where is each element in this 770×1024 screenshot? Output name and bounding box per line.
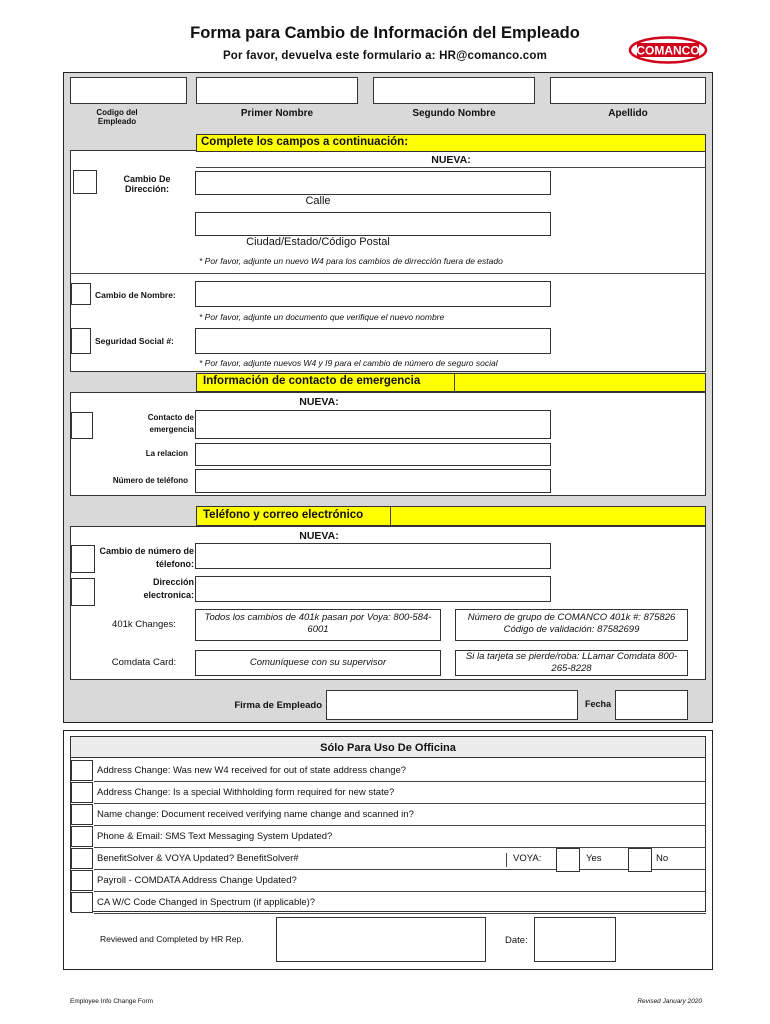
new-label: NUEVA: (299, 530, 339, 542)
divider (454, 373, 455, 392)
office-row-divider (94, 869, 706, 870)
new-label: NUEVA: (299, 396, 339, 408)
form-title: Forma para Cambio de Información del Empleado (190, 24, 580, 42)
date-input[interactable] (615, 690, 688, 720)
voya-yes-label: Yes (586, 853, 602, 864)
address-change-label: Cambio De Dirección: (123, 174, 171, 194)
office-row-label: Name change: Document received verifying name change and scanned in? (97, 809, 414, 820)
last-name-input[interactable] (550, 77, 706, 104)
emergency-banner: Información de contacto de emergencia (196, 373, 706, 392)
k401-info-box: Todos los cambios de 401k pasan por Voya: 800-584-6001 (195, 609, 441, 641)
voya-no-label: No (656, 853, 669, 864)
office-date-label: Date: (505, 935, 528, 946)
office-row-divider (94, 825, 706, 826)
city-state-zip-caption: Ciudad/Estado/Código Postal (246, 236, 390, 248)
street-input[interactable] (195, 171, 551, 195)
comanco-logo (628, 36, 708, 64)
city-state-zip-input[interactable] (195, 212, 551, 236)
new-phone-input[interactable] (195, 543, 551, 569)
name-note: * Por favor, adjunte un documento que verifique el nuevo nombre (199, 312, 445, 322)
office-row-divider (94, 891, 706, 892)
office-row-divider (94, 803, 706, 804)
signature-input[interactable] (326, 690, 578, 720)
employee-code-input[interactable] (70, 77, 187, 104)
voya-no-checkbox[interactable] (628, 848, 652, 872)
office-row-label: Address Change: Is a special Withholding form required for new state? (97, 787, 395, 798)
ssn-note: * Por favor, adjunte nuevos W4 y I9 para el cambio de número de seguro social (199, 358, 498, 368)
office-row-label: Phone & Email: SMS Text Messaging System Updated? (97, 831, 333, 842)
office-row-divider (94, 781, 706, 782)
k401-group-box: Número de grupo de COMANCO 401k #: 875826 Código de validación: 87582699 (455, 609, 688, 641)
comdata-label: Comdata Card: (111, 657, 177, 668)
date-label: Fecha (585, 699, 612, 709)
divider (70, 273, 706, 274)
footer-form-name: Employee Info Change Form (70, 998, 154, 1005)
changes-banner: Complete los campos a continuación: (196, 134, 706, 152)
divider (196, 167, 706, 168)
ssn-change-checkbox[interactable] (71, 328, 91, 354)
phone-email-banner: Teléfono y correo electrónico (196, 506, 706, 526)
emergency-change-checkbox[interactable] (71, 412, 93, 439)
office-row-label: Payroll - COMDATA Address Change Updated? (97, 875, 297, 886)
name-change-checkbox[interactable] (71, 283, 91, 305)
ssn-label: Seguridad Social #: (95, 336, 174, 346)
new-name-input[interactable] (195, 281, 551, 307)
divider (390, 506, 391, 526)
relation-input[interactable] (195, 443, 551, 466)
email-change-checkbox[interactable] (71, 578, 95, 606)
emergency-contact-label: Contacto de emergencia (147, 413, 194, 434)
comdata-lost-box: Si la tarjeta se pierde/roba: LLamar Comdata 800-265-8228 (455, 650, 688, 676)
first-name-input[interactable] (196, 77, 358, 104)
footer-revision: Revised January 2020 (637, 998, 702, 1005)
office-row-checkbox[interactable] (71, 848, 93, 869)
office-row-divider (94, 847, 706, 848)
office-date-input[interactable] (534, 917, 616, 962)
name-change-label: Cambio de Nombre: (95, 290, 176, 300)
email-label: Dirección electronica: (143, 577, 194, 600)
phone-change-label: Cambio de número de télefono: (99, 546, 194, 569)
signature-label: Firma de Empleado (234, 700, 322, 711)
employee-code-label: Codigo del Empleado (96, 108, 138, 126)
address-change-checkbox[interactable] (73, 170, 97, 194)
new-email-input[interactable] (195, 576, 551, 602)
phone-change-checkbox[interactable] (71, 545, 95, 573)
middle-name-label: Segundo Nombre (412, 108, 496, 119)
new-label: NUEVA: (431, 154, 471, 166)
office-row-label: Address Change: Was new W4 received for out of state address change? (97, 765, 407, 776)
return-instructions: Por favor, devuelva este formulario a: HR@comanco.com (222, 50, 548, 62)
svg-text:COMANCO: COMANCO (636, 43, 700, 58)
relation-label: La relacion (145, 449, 188, 458)
office-row-checkbox[interactable] (71, 782, 93, 803)
office-row-checkbox[interactable] (71, 870, 93, 891)
office-row-checkbox[interactable] (71, 826, 93, 847)
k401-label: 401k Changes: (112, 619, 176, 630)
office-row-label: BenefitSolver & VOYA Updated? BenefitSolver# (97, 853, 299, 864)
office-row-checkbox[interactable] (71, 892, 93, 913)
last-name-label: Apellido (608, 108, 648, 119)
reviewed-label: Reviewed and Completed by HR Rep. (100, 934, 244, 944)
emergency-contact-input[interactable] (195, 410, 551, 439)
office-title: Sólo Para Uso De Officina (320, 742, 456, 754)
office-row-divider (94, 913, 706, 914)
emergency-phone-input[interactable] (195, 469, 551, 493)
first-name-label: Primer Nombre (240, 108, 314, 119)
office-row-label: CA W/C Code Changed in Spectrum (if applicable)? (97, 897, 316, 908)
voya-yes-checkbox[interactable] (556, 848, 580, 872)
office-row-checkbox[interactable] (71, 804, 93, 825)
emergency-phone-label: Número de teléfono (112, 476, 188, 485)
office-row-checkbox[interactable] (71, 760, 93, 781)
street-caption: Calle (305, 195, 331, 207)
hr-rep-input[interactable] (276, 917, 486, 962)
address-note: * Por favor, adjunte un nuevo W4 para los cambios de dirrección fuera de estado (199, 256, 503, 266)
middle-name-input[interactable] (373, 77, 535, 104)
comdata-info-box: Comuníquese con su supervisor (195, 650, 441, 676)
ssn-input[interactable] (195, 328, 551, 354)
voya-label: VOYA: (506, 853, 557, 867)
